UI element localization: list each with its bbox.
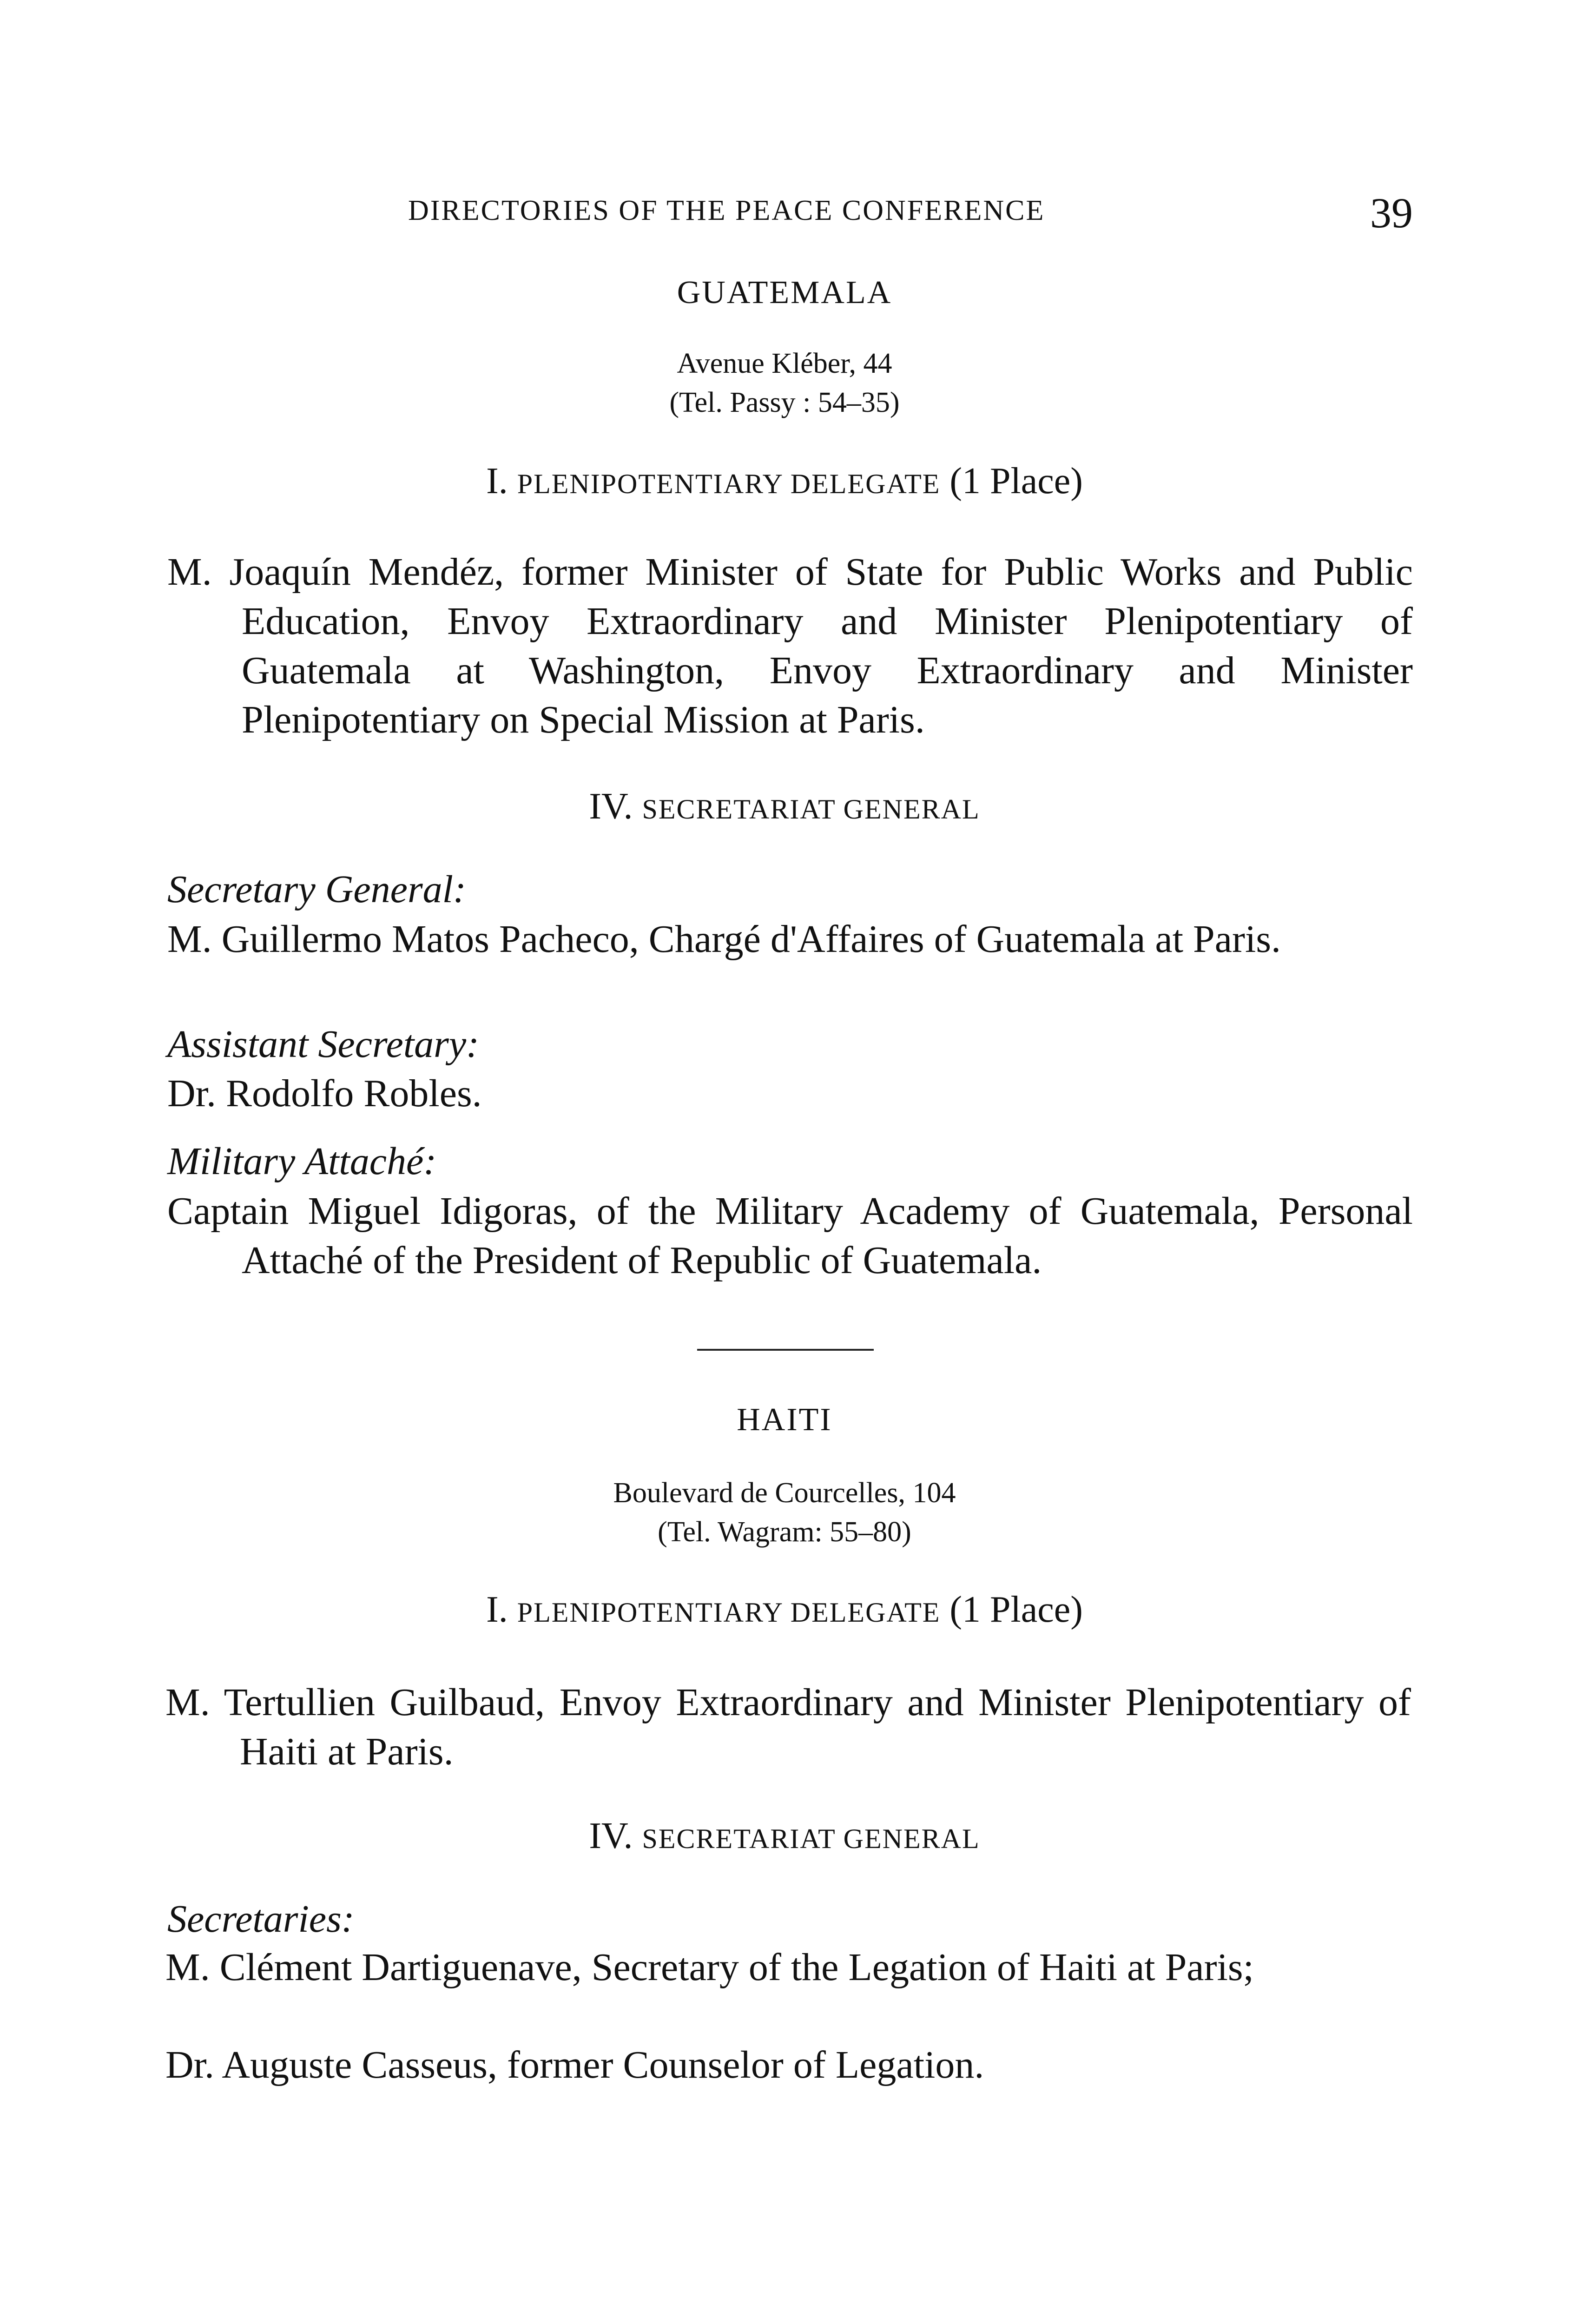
heading-places: (1 Place): [949, 1589, 1083, 1630]
heading-number: IV.: [589, 786, 633, 827]
page-number: 39: [1370, 189, 1413, 237]
address-line: Boulevard de Courcelles, 104: [613, 1477, 956, 1509]
country-title-haiti: HAITI: [737, 1402, 832, 1438]
section-heading-secretariat-guatemala: [0, 786, 1569, 828]
heading-label: SECRETARIAT GENERAL: [642, 794, 980, 825]
section-divider: [697, 1349, 874, 1351]
role-label-secretary-general: Secretary General:: [167, 868, 466, 911]
section-heading-delegate-haiti: [0, 1589, 1569, 1631]
running-title: DIRECTORIES OF THE PEACE CONFERENCE: [408, 195, 1045, 226]
heading-number: I.: [486, 1589, 508, 1630]
section-heading-secretariat-haiti: [0, 1815, 1569, 1857]
entry-secretary-2: Dr. Auguste Casseus, former Counselor of Legation.: [165, 2043, 984, 2086]
address-guatemala: [0, 344, 1569, 422]
role-label-military-attache: Military Attaché:: [167, 1140, 437, 1183]
heading-label: PLENIPOTENTIARY DELEGATE: [517, 1597, 941, 1628]
heading-label: PLENIPOTENTIARY DELEGATE: [517, 469, 941, 499]
section-heading-delegate-guatemala: [0, 460, 1569, 502]
heading-number: I.: [486, 461, 508, 502]
delegate-entry-guatemala: M. Joaquín Mendéz, former Minister of State for Public Works and Public Education, Envoy Extraordinary and Minister Plenipotentiary of Guatemala at Washington, Envoy Extraordinary and Minister Plenipotentiary on Special Mission at Paris.: [167, 550, 1413, 741]
entry-secretary-1: M. Clément Dartiguenave, Secretary of the Legation of Haiti at Paris;: [165, 1946, 1254, 1989]
address-haiti: [0, 1473, 1569, 1552]
entry-secretary-general: M. Guillermo Matos Pacheco, Chargé d'Affaires of Guatemala at Paris.: [167, 918, 1281, 961]
country-title-guatemala: GUATEMALA: [677, 275, 892, 310]
role-label-secretaries: Secretaries:: [167, 1897, 355, 1941]
heading-number: IV.: [589, 1816, 633, 1856]
heading-places: (1 Place): [949, 461, 1083, 502]
address-line: Avenue Kléber, 44: [677, 348, 892, 379]
role-label-assistant-secretary: Assistant Secretary:: [167, 1023, 480, 1066]
heading-label: SECRETARIAT GENERAL: [642, 1823, 980, 1854]
telephone-line: (Tel. Passy : 54–35): [669, 387, 900, 418]
delegate-entry-haiti: M. Tertullien Guilbaud, Envoy Extraordinary and Minister Plenipotentiary of Haiti at Paris.: [165, 1681, 1411, 1773]
telephone-line: (Tel. Wagram: 55–80): [658, 1516, 911, 1548]
entry-assistant-secretary: Dr. Rodolfo Robles.: [167, 1072, 482, 1115]
entry-military-attache: Captain Miguel Idigoras, of the Military Academy of Guatemala, Personal Attaché of the President of Republic of Guatemala.: [167, 1189, 1413, 1282]
